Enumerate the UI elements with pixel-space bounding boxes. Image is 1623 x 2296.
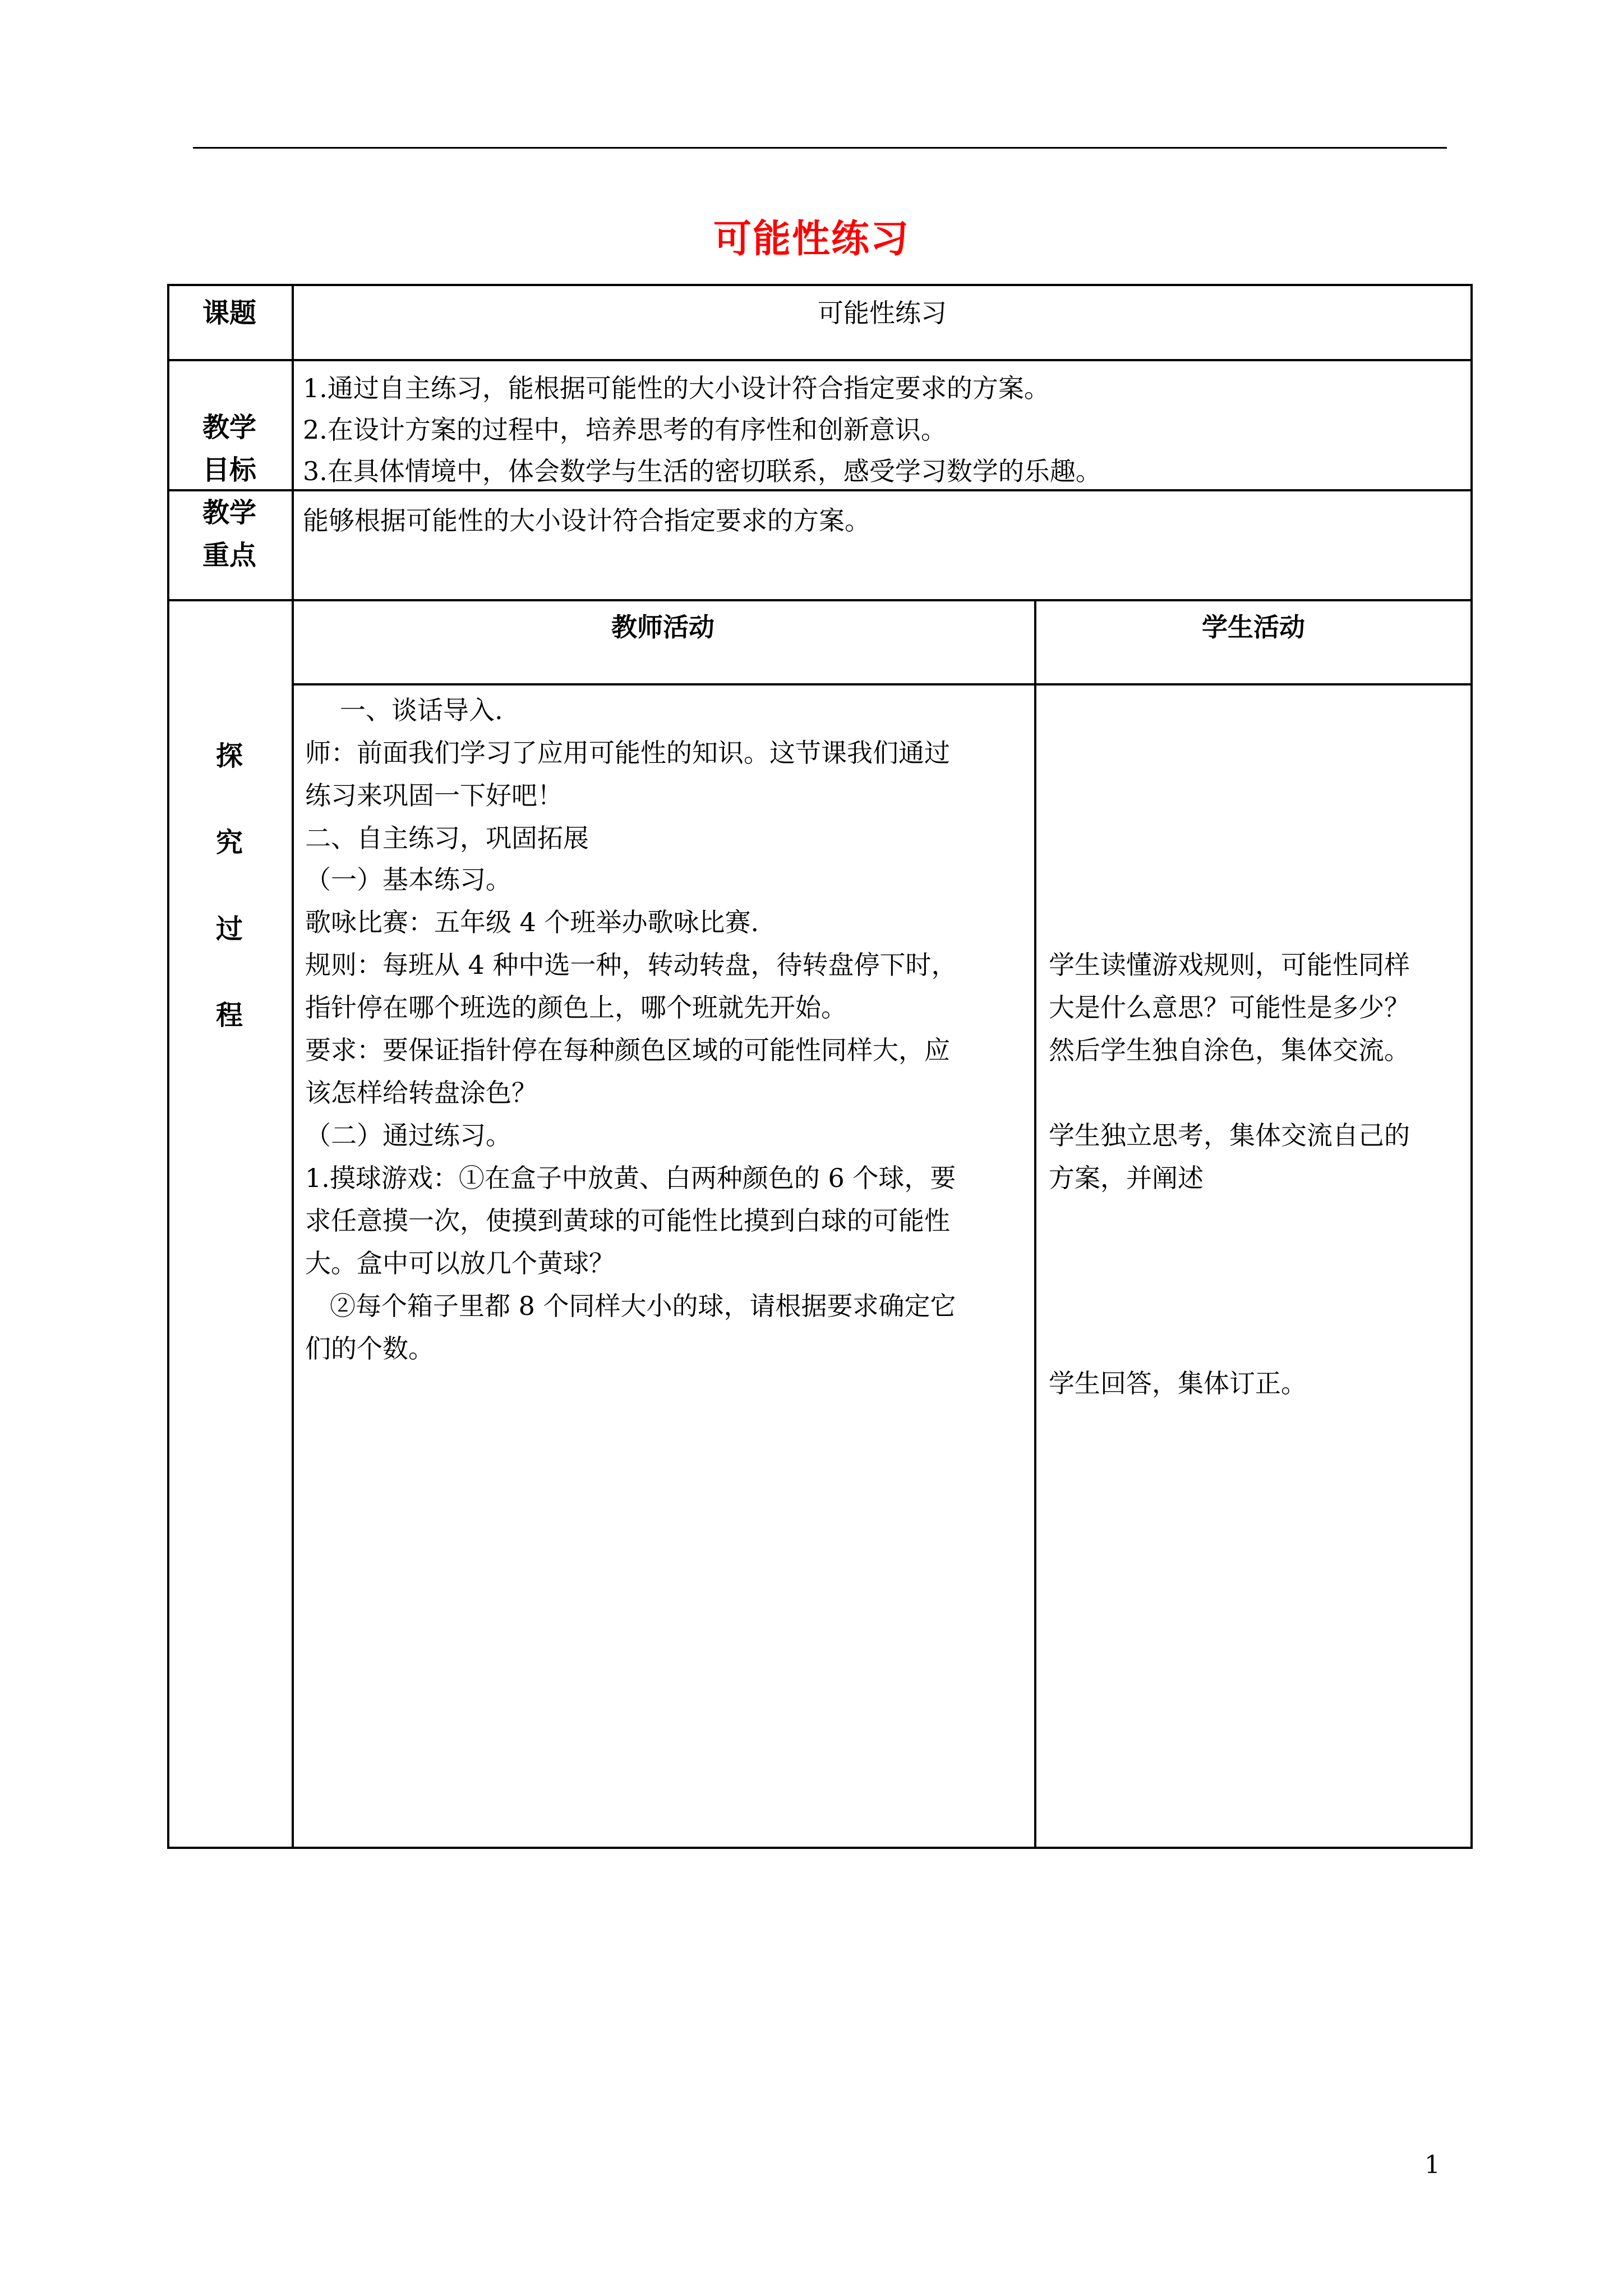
teacher-activity-line: 指针停在哪个班选的颜色上，哪个班就先开始。 [305,992,847,1023]
teacher-activity-line: 师：前面我们学习了应用可能性的知识。这节课我们通过 [305,738,950,768]
keypoint-value: 能够根据可能性的大小设计符合指定要求的方案。 [303,505,870,536]
objective-item: 3.在具体情境中，体会数学与生活的密切联系，感受学习数学的乐趣。 [303,456,1101,486]
table-border-right [1470,284,1473,1849]
teacher-activity-line: （一）基本练习。 [305,864,511,895]
document-title: 可能性练习 [713,217,910,261]
table-border-bottom [167,1847,1473,1849]
student-activity-line: 学生读懂游戏规则，可能性同样 [1049,950,1410,980]
process-label-char: 究 [215,827,243,858]
teacher-activity-header: 教师活动 [611,612,714,642]
teacher-activity-line: 求任意摸一次，使摸到黄球的可能性比摸到白球的可能性 [305,1205,950,1236]
teacher-activity-line: 1.摸球游戏：①在盒子中放黄、白两种颜色的 6 个球，要 [305,1163,956,1193]
teacher-activity-line: 一、谈话导入. [340,695,503,725]
objectives-label-line2: 目标 [202,454,256,486]
student-activity-header: 学生活动 [1202,612,1305,642]
student-activity-line: 学生回答，集体订正。 [1049,1368,1307,1398]
teacher-activity-line: （二）通过练习。 [305,1120,511,1151]
objective-item: 1.通过自主练习，能根据可能性的大小设计符合指定要求的方案。 [303,373,1050,403]
student-activity-line: 学生独立思考，集体交流自己的 [1049,1120,1410,1151]
teacher-activity-line: 大。盒中可以放几个黄球？ [305,1248,615,1278]
keypoint-label-line2: 重点 [202,540,256,571]
keypoint-label-line1: 教学 [202,497,256,528]
page-number: 1 [1424,2151,1440,2179]
student-activity-line: 大是什么意思？可能性是多少？ [1049,992,1410,1023]
student-activity-line: 然后学生独自涂色，集体交流。 [1049,1035,1410,1065]
process-label-char: 程 [215,1000,243,1031]
objectives-label-line1: 教学 [202,412,256,443]
topic-label: 课题 [202,297,256,329]
teacher-activity-line: 歌咏比赛：五年级 4 个班举办歌咏比赛. [305,907,759,937]
table-border-top [167,284,1473,286]
teacher-activity-line: 二、自主练习，巩固拓展 [305,823,589,853]
process-label-char: 探 [215,740,243,772]
row-divider-keypoint [167,599,1473,601]
teacher-activity-line: 该怎样给转盘涂色？ [305,1078,537,1108]
label-column-divider [292,284,294,1849]
process-label-char: 过 [215,913,243,945]
teacher-activity-line: 们的个数。 [305,1333,434,1364]
activity-column-divider [1034,599,1036,1849]
topic-value: 可能性练习 [818,298,947,328]
header-rule [193,147,1447,149]
objective-item: 2.在设计方案的过程中，培养思考的有序性和创新意识。 [303,415,947,445]
row-divider-topic [167,359,1473,361]
row-divider-process-header [292,683,1473,685]
teacher-activity-line: ②每个箱子里都 8 个同样大小的球，请根据要求确定它 [330,1291,956,1321]
teacher-activity-line: 练习来巩固一下好吧！ [305,780,563,811]
teacher-activity-line: 规则：每班从 4 种中选一种，转动转盘，待转盘停下时， [305,950,957,980]
teacher-activity-line: 要求：要保证指针停在每种颜色区域的可能性同样大，应 [305,1035,950,1065]
student-activity-line: 方案，并阐述 [1049,1163,1204,1193]
lesson-plan-table [167,284,1473,1849]
